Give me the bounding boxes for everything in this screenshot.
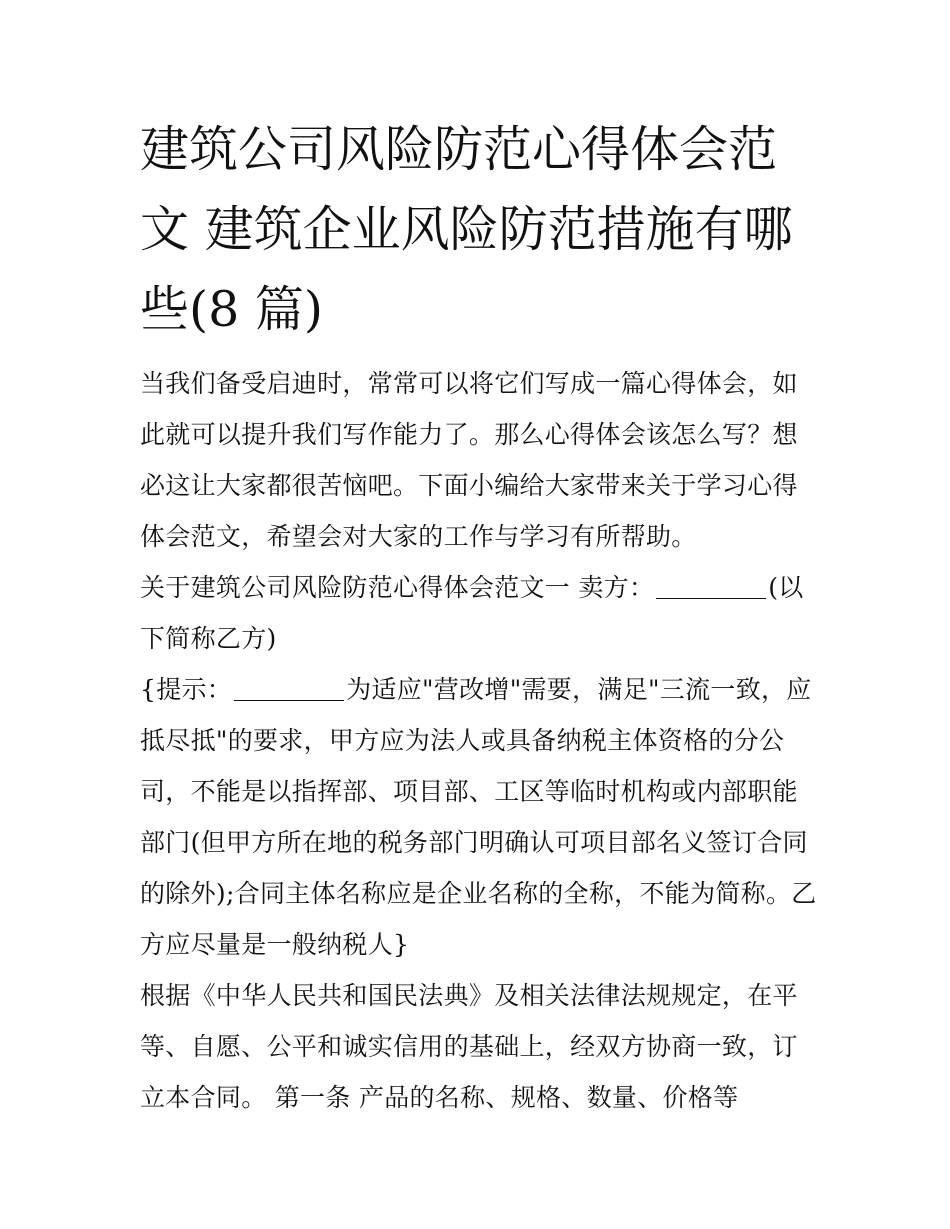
document-page xyxy=(140,110,820,1123)
seller-name-blank xyxy=(656,574,766,599)
tip-text: 为适应"营改增"需要，满足"三流一致，应抵尽抵"的要求，甲方应为法人或具备纳税主体资格的分公司，不能是以指挥部、项目部、工区等临时机构或内部职能部门(但甲方所在地的税务部门明确认可项目部名义签订合同的除外);合同主体名称应是企业名称的全称，不能为简称。乙方应尽量是一般纳税人} xyxy=(140,675,817,959)
basis-paragraph: 根据《中华人民共和国民法典》及相关法律法规规定，在平等、自愿、公平和诚实信用的基础上，经双方协商一致，订立本合同。 第一条 产品的名称、规格、数量、价格等 xyxy=(140,981,798,1112)
seller-suffix: (以下简称乙方) xyxy=(140,573,804,653)
tip-blank xyxy=(234,676,344,701)
tip-prefix: {提示： xyxy=(140,675,233,704)
tip-paragraph xyxy=(140,664,820,970)
seller-prefix: 关于建筑公司风险防范心得体会范文一 卖方： xyxy=(140,573,655,602)
document-title: 建筑公司风险防范心得体会范文 建筑企业风险防范措施有哪些(8 篇) xyxy=(140,121,793,338)
intro-paragraph: 当我们备受启迪时，常常可以将它们写成一篇心得体会，如此就可以提升我们写作能力了。那么心得体会该怎么写？想必这让大家都很苦恼吧。下面小编给大家带来关于学习心得体会范文，希望会对大家的工作与学习有所帮助。 xyxy=(140,369,798,551)
seller-paragraph xyxy=(140,562,820,664)
